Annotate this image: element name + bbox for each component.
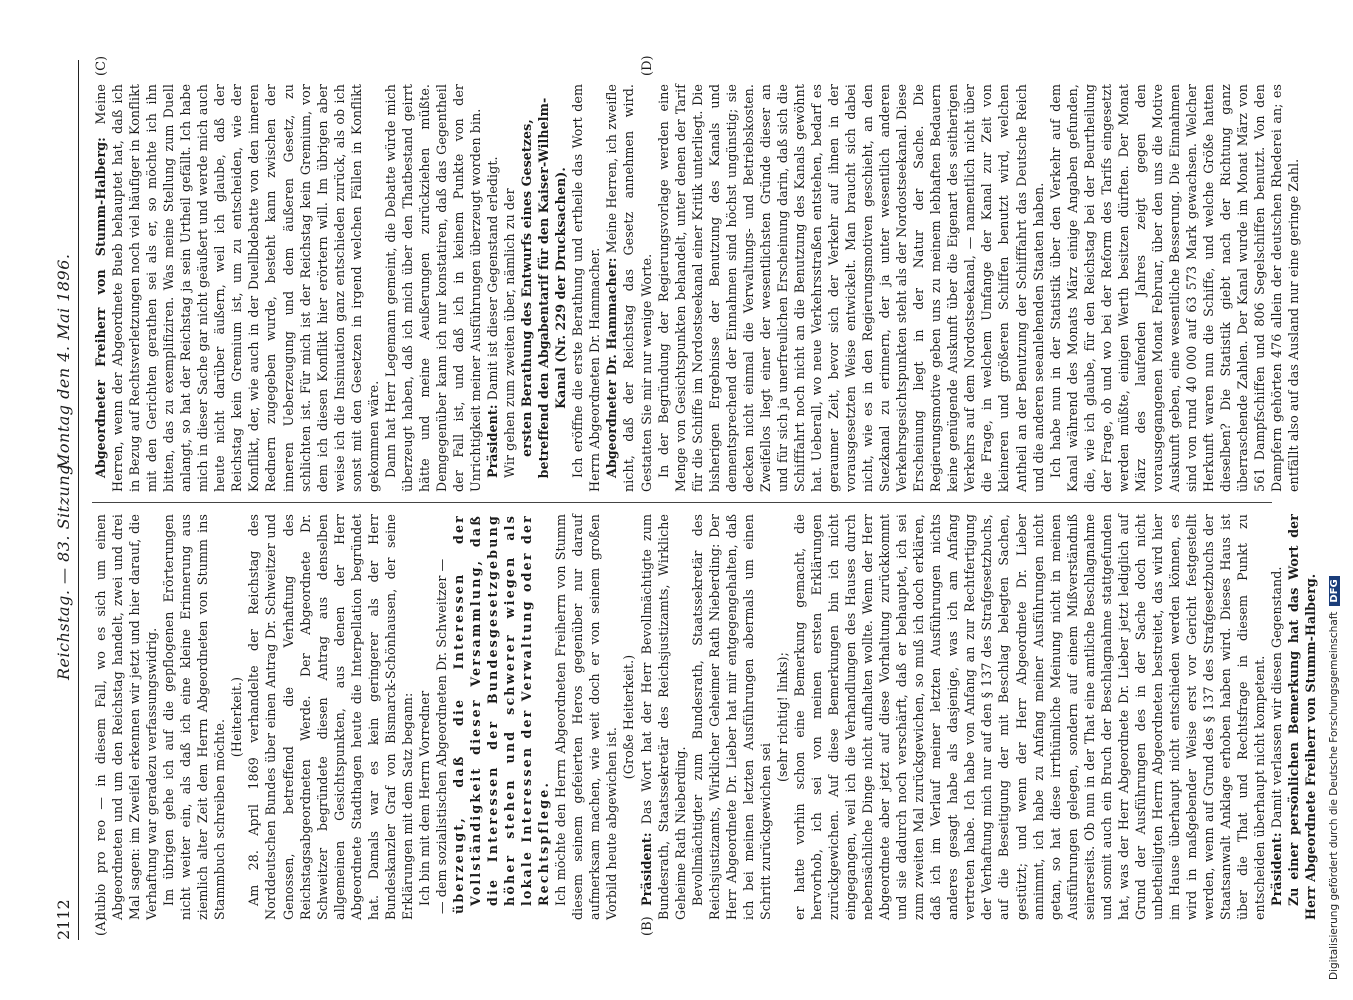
session-title: Reichstag. — 83. Sitzung. bbox=[54, 458, 73, 680]
paragraph: Ich habe nun in der Statistik über den Verkehr auf dem Kanal während des Monats März einige Angaben gefunden, die, wie ich glaube, für den Reichstag bei der Beurtheilung der Frage, ob und wo bei der Reform des Tarifs eingesetzt werden müßte, einigen Werth besitzen dürften. Der Monat März des laufenden Jahres zeigt gegen den vorausgegangenen Monat Februar, über den uns die Motive Auskunft geben, eine wesentliche Besserung. Die Einnahmen sind von rund 40 000 auf 63 573 Mark gewachsen. Welcher Herkunft waren nun die Schiffe, und welche Größe hatten dieselben? Die Statistik giebt nach der Richtung ganz überraschende Zahlen. Der Kanal wurde im Monat März von 561 Dampfschiffen und 806 Segelschiffen benutzt. Von den Dampfern gehörten 476 allein der deutschen Rhederei an; es entfällt also auf das Ausland nur eine geringe Zahl. bbox=[1047, 84, 1302, 492]
speaker-label: Abgeordneter Freiherr von Stumm-Halberg: bbox=[93, 137, 108, 478]
paragraph: Dann hat Herr Legemann gemeint, die Debatte würde mich überzeugt haben, daß ich mich über den Thatbestand geirrt hätte und meine Aeußerungen zurückziehen müßte. Demgegenüber kann ich nur konstatiren, daß das Gegentheil der Fall ist, und daß ich in keinem Punkte von der Unrichtigkeit meiner Ausführungen überzeugt worden bin. bbox=[382, 84, 484, 492]
paragraph: Im übrigen gehe ich auf die gepflogenen Erörterungen nicht weiter ein, als daß ich eine kleine Erinnerung aus ziemlich alter Zeit dem Herrn Abgeordneten von Stumm ins Stammbuch schreiben möchte. bbox=[161, 514, 228, 920]
paragraph: Ich bin mit dem Herrn Vorredner bbox=[416, 690, 432, 906]
speaker-label: Präsident: bbox=[1269, 832, 1285, 906]
paragraph: In der Begründung der Regierungsvorlage werden eine Menge von Gesichtspunkten behandelt, unter denen der Tarif für die Schiffe im Nordostseekanal einer Kritik unterliegt. Die bisherigen Ergebnisse der Benutzung des Kanals und dementsprechend der Einnahmen sind höchst ungünstig; sie decken nicht einmal die Verwaltungs- und Betriebskosten. Zweifellos liegt einer der wesentlichsten Gründe dieser an und für sich ja unerfreulichen Erscheinung darin, daß sich die Schifffahrt noch nicht an die Benutzung des Kanals gewöhnt hat. Ueberall, wo neue Verkehrsstraßen entstehen, bedarf es geraumer Zeit, bevor sich der Verkehr auf ihnen in der vorausgesetzten Weise entwickelt. Man braucht sich dabei nicht, wie es in den Regierungsmotiven geschieht, an den Suezkanal zu erinnern, der ja unter wesentlich anderen Verkehrsgesichtspunkten steht als der Nordostseekanal. Diese Erscheinung liegt in der Natur der Sache. Die Regierungsmotive geben uns zu meinem lebhaften Bedauern keine genügende Auskunft über die Eigenart des seitherigen Verkehrs auf dem Nordostseekanal, — namentlich nicht über die Frage, in welchem Umfange der Kanal zur Zeit von kleineren und größeren Schiffen benutzt wird, welchen Antheil an der Benutzung der Schifffahrt das Deutsche Reich und die anderen seeanlehenden Staaten haben. bbox=[655, 84, 1046, 492]
speech-text: Das Wort hat der Herr Bevollmächtigte zum Bundesrath, Staatssekretär des Reichsjustizamts, Wirkliche Geheime Rath Nieberding. bbox=[638, 514, 688, 920]
speech-text: Meine Herren, wenn der Abgeordnete Bueb behauptet hat, daß ich in Bezug auf Rechtsverletzungen noch viel häufiger in Konflikt mit den Gerichten gerathen sei als er, so möchte ich ihn bitten, das zu exemplifiziren. Was meine Stellung zum Duell anlangt, so hat der Reichstag ja sein Urtheil gefällt. Ich habe mich in dieser Sache gar nicht geäußert und werde mich auch heute nicht darüber äußern, weil ich glaube, daß der Reichstag kein Gremium ist, um zu entscheiden, wie der Konflikt, der, wie auch in der Duellbdebatte von den inneren Rednern zugegeben wurde, besteht kann zwischen der inneren Ueberzeugung und dem äußeren Gesetz, zu schlichten ist. Für mich ist der Reichstag kein Gremium, vor dem ich diesen Konflikt hier erörtern will. Im übrigen aber weise ich die Insinuation ganz entschieden zurück, als ob ich sonst mit den Gesetzen in irgend welchen Fällen in Konflikt gekommen wäre. bbox=[93, 84, 381, 492]
margin-mark-b: (B) bbox=[640, 916, 655, 936]
paragraph: Bevollmächtigter zum Bundesrath, Staatssekretär des Reichsjustizamts, Wirklicher Geheimer Rath Nieberding: Der Herr Abgeordnete Dr. Lieber hat mir entgegengehalten, daß ich bei meinen letzten Ausführungen abermals um einen Schritt zurückgewichen sei bbox=[689, 514, 773, 920]
speech-text: Meine Herren, ich zweifle nicht, daß der Reichstag das Gesetz annehmen wird. Gestatten Sie mir nur wenige Worte. bbox=[604, 84, 654, 492]
left-column bbox=[92, 514, 1319, 920]
speaker-paragraph bbox=[484, 84, 501, 492]
paragraph: Ich eröffne die erste Berathung und ertheile das Wort dem Herrn Abgeordneten Dr. Hammacher. bbox=[570, 84, 603, 492]
digitization-footer bbox=[1328, 20, 1348, 980]
paragraph: Zu einer persönlichen Bemerkung hat das Wort der Herr Abgeordnete Freiherr von Stumm-Halberg. bbox=[1286, 514, 1319, 920]
interjection: (Heiterkeit.) bbox=[229, 676, 245, 758]
right-column bbox=[92, 84, 1302, 492]
interjection: (sehr richtig! links); bbox=[774, 652, 790, 783]
margin-mark-d: (D) bbox=[640, 55, 655, 76]
interjection: (Große Heiterkeit.) bbox=[621, 654, 637, 780]
speech-text: Damit ist dieser Gegenstand erledigt. bbox=[485, 156, 501, 401]
footer-text: Digitalisierung gefördert durch die Deutsche Forschungsgemeinschaft bbox=[1328, 611, 1340, 980]
paragraph: Am 28. April 1869 verhandelte der Reichstag des Norddeutschen Bundes über einen Antrag Dr. Schweitzer und Genossen, betreffend die Verhaftung des Reichstagsabgeordneten Werde. Der Abgeordnete Dr. Schweitzer begründete diesen Antrag aus denselben allgemeinen Gesichtspunkten, aus denen der Herr Abgeordnete Stadthagen heute die Interpellation begründet hat. Damals war es kein geringerer als der Herr Bundeskanzler Graf von Bismarck-Schönhausen, der seine Erklärungen mit dem Satz begann: bbox=[246, 514, 415, 920]
margin-mark-c: (C) bbox=[94, 55, 109, 76]
dfg-logo: DFG bbox=[1329, 576, 1340, 605]
speaker-label: Abgeordneter Dr. Hammacher: bbox=[604, 257, 620, 478]
speaker-paragraph bbox=[1268, 514, 1285, 920]
speaker-label: Präsident: bbox=[485, 404, 501, 478]
page-number: 2112 bbox=[54, 899, 73, 940]
quotation: überzeugt, daß die Interessen der Vollständigkeit dieser Versammlung, daß die Interessen der Bundesgesetzgebung höher stehen und schwerer wiegen als lokale Interessen der Verwaltung oder der Rechtspflege. bbox=[450, 514, 552, 914]
speaker-label: Präsident: bbox=[638, 832, 654, 906]
page-header bbox=[50, 60, 79, 940]
speaker-paragraph bbox=[603, 84, 654, 492]
agenda-item: ersten Berathung des Entwurfs eines Gesetzes, betreffend den Abgabentarif für den Kaiser-Wilhelm-Kanal (Nr. 229 der Drucksachen). bbox=[519, 97, 569, 479]
speech-text: Damit verlassen wir diesen Gegenstand. bbox=[1269, 566, 1285, 829]
margin-mark-a: (A) bbox=[94, 916, 109, 936]
speaker-paragraph bbox=[638, 514, 689, 920]
paragraph: — dem sozialistischen Abgeordneten Dr. Schweitzer — bbox=[433, 558, 449, 914]
paragraph: dubio pro reo — in diesem Fall, wo es sich um einen Abgeordneten und um den Reichstag handelt, zwei und drei Mal sagen: im Zweifel erkennen wir jetzt und hier darauf, die Verhaftung war geradezu verfassungswidrig. bbox=[93, 514, 160, 920]
paragraph: Ich möchte den Herrn Abgeordneten Freiherrn von Stumm diesem seinem gefeierten Heros gegenüber nur darauf aufmerksam machen, wie weit doch er von seinem großen Vorbild heute abgewichen ist. bbox=[553, 514, 620, 920]
paragraph: Wir gehen zum zweiten über, nämlich zu der bbox=[502, 188, 518, 478]
speaker-paragraph bbox=[92, 84, 382, 492]
session-date: Montag den 4. Mai 1896. bbox=[54, 253, 73, 470]
paragraph: er hatte vorhin schon eine Bemerkung gemacht, die hervorhob, ich sei von meinen ersten Erklärungen zurückgewichen. Auf diese Bemerkungen bin ich nicht eingegangen, weil ich die Verhandlungen des Hauses durch nebensächliche Dinge nicht aufhalten wollte. Wenn der Herr Abgeordnete aber jetzt auf diese Vorhaltung zurückkommt und sie dadurch noch verschärft, daß er behauptet, ich sei zum zweiten Mal zurückgewichen, so muß ich doch erklären, daß ich im Verlauf meiner letzten Ausführungen nichts anderes gesagt habe als dasjenige, was ich am Anfang vertreten habe. Ich habe von Anfang an zur Rechtfertigung der Verhaftung mich nur auf den § 137 des Strafgesetzbuchs, auf die Beseitigung der mit Beschlag belegten Sachen, gestützt; und wenn der Herr Abgeordnete Dr. Lieber annimmt, ich habe zu Anfang meiner Ausführungen nicht getan, so hat diese irrthümliche Meinung nicht in meinen Ausführungen gelegen, sondern auf einem Mißverständniß seinerseits. Ob nun in der That eine amtliche Beschlagnahme und somit auch ein Bruch der Beschlagnahme stattgefunden hat, was der Herr Abgeordnete Dr. Lieber jetzt lediglich auf Grund der Ausführungen des in der Sache doch nicht unbetheiligten Herrn Abgeordneten bestreitet, das wird hier im Hause überhaupt nicht entschieden werden können, es wird in maßgebender Weise erst vor Gericht festgestellt werden, wenn auf Grund des § 137 des Strafgesetzbuchs der Staatsanwalt Anklage erhoben haben wird. Dieses Haus ist über die That und Rechtsfrage in diesem Punkt zu entscheiden überhaupt nicht kompetent. bbox=[791, 514, 1268, 920]
column-divider bbox=[92, 502, 1272, 503]
